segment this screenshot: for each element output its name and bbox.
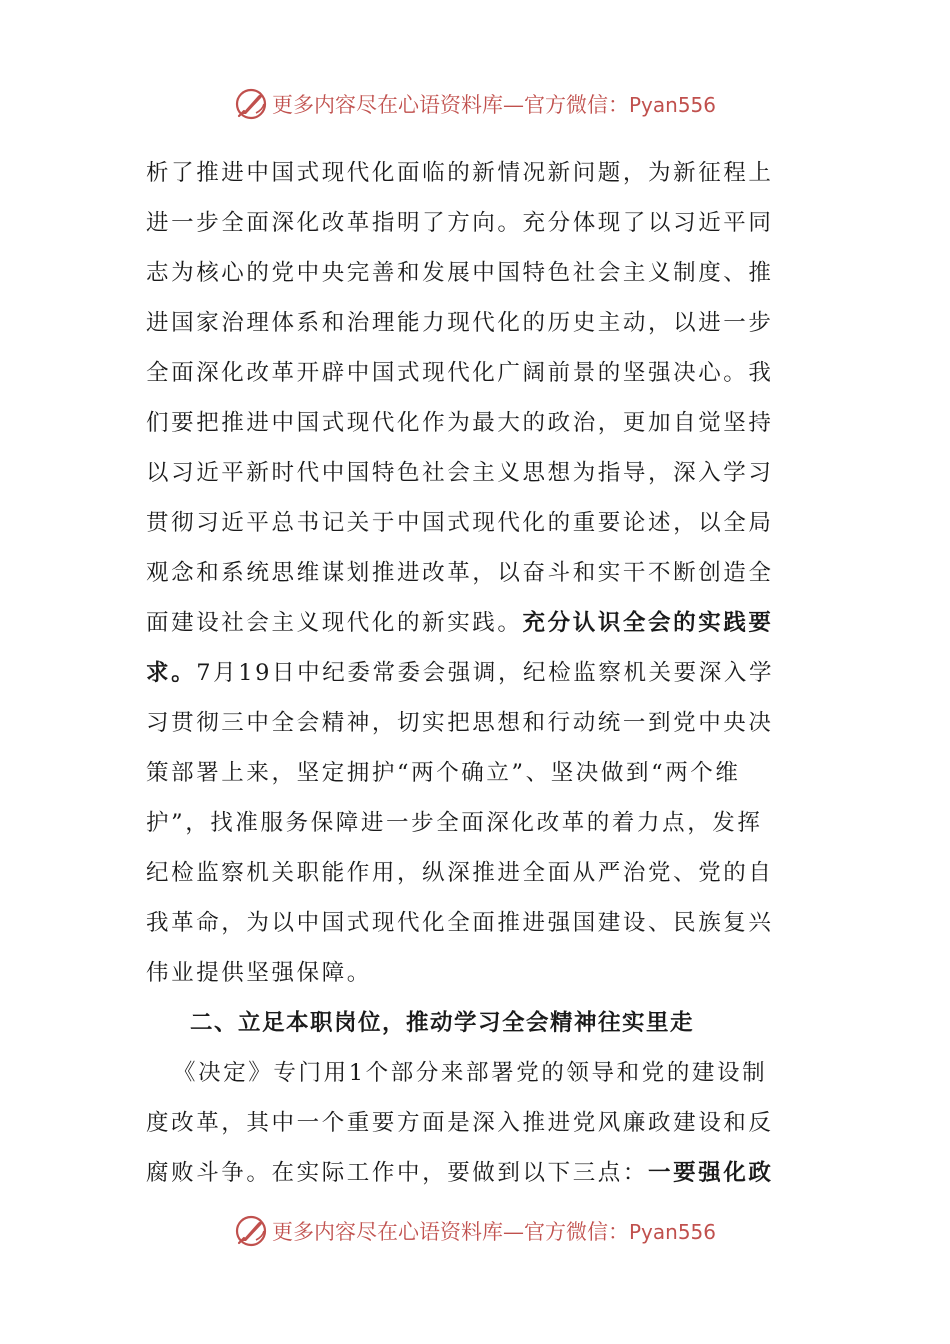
quill-pen-logo-icon [234,1214,268,1248]
body-line: 策部署上来，坚定拥护“两个确立”、坚决做到“两个维 [146,760,741,786]
body-line: 贯彻习近平总书记关于中国式现代化的重要论述，以全局 [146,510,774,536]
footer-wechat-label: 官方微信： [523,1220,629,1244]
document-body [146,148,791,1198]
body-text: 腐败斗争。在实际工作中，要做到以下三点： [146,1160,649,1186]
body-line: 观念和系统思维谋划推进改革，以奋斗和实干不断创造全 [146,560,774,586]
body-line: 度改革，其中一个重要方面是深入推进党风廉政建设和反 [146,1110,774,1136]
body-line: 进一步全面深化改革指明了方向。充分体现了以习近平同 [146,210,774,236]
header-wechat-label: 官方微信： [523,93,629,117]
footer-banner [0,1211,950,1251]
body-text: 面建设社会主义现代化的新实践。 [146,610,523,636]
body-line [146,1148,791,1198]
body-line [146,648,791,698]
body-line: 全面深化改革开辟中国式现代化广阔前景的坚强决心。我 [146,360,774,386]
header-banner [0,84,950,124]
body-line: 志为核心的党中央完善和发展中国特色社会主义制度、推 [146,260,774,286]
footer-wechat-id: Pyan556 [628,1220,716,1244]
body-line: 纪检监察机关职能作用，纵深推进全面从严治党、党的自 [146,860,774,886]
emphasis-text: 一要强化政 [648,1160,774,1186]
footer-brand: 更多内容尽在心语资料库 [271,1220,503,1244]
body-line: 《决定》专门用1个部分来部署党的领导和党的建设制 [173,1060,768,1086]
body-line: 护”，找准服务保障进一步全面深化改革的着力点，发挥 [146,810,763,836]
body-line: 析了推进中国式现代化面临的新情况新问题，为新征程上 [146,160,774,186]
quill-pen-logo-icon [234,87,268,121]
body-line: 进国家治理体系和治理能力现代化的历史主动，以进一步 [146,310,774,336]
section-heading: 二、立足本职岗位，推动学习全会精神往实里走 [190,1010,695,1036]
body-text: 7月19日中纪委常委会强调，纪检监察机关要深入学 [196,660,775,686]
footer-banner-text [272,1216,716,1246]
body-line: 以习近平新时代中国特色社会主义思想为指导，深入学习 [146,460,774,486]
body-line: 伟业提供坚强保障。 [146,960,372,986]
header-wechat-id: Pyan556 [628,93,716,117]
header-brand: 更多内容尽在心语资料库 [271,93,503,117]
footer-dash: — [502,1220,524,1244]
emphasis-text: 充分认识全会的实践要 [522,610,774,636]
header-banner-text [272,89,716,119]
body-line: 我革命，为以中国式现代化全面推进强国建设、民族复兴 [146,910,774,936]
header-dash: — [502,93,524,117]
body-line: 习贯彻三中全会精神，切实把思想和行动统一到党中央决 [146,710,774,736]
emphasis-text: 求。 [146,660,197,686]
body-line [146,598,791,648]
body-line: 们要把推进中国式现代化作为最大的政治，更加自觉坚持 [146,410,774,436]
